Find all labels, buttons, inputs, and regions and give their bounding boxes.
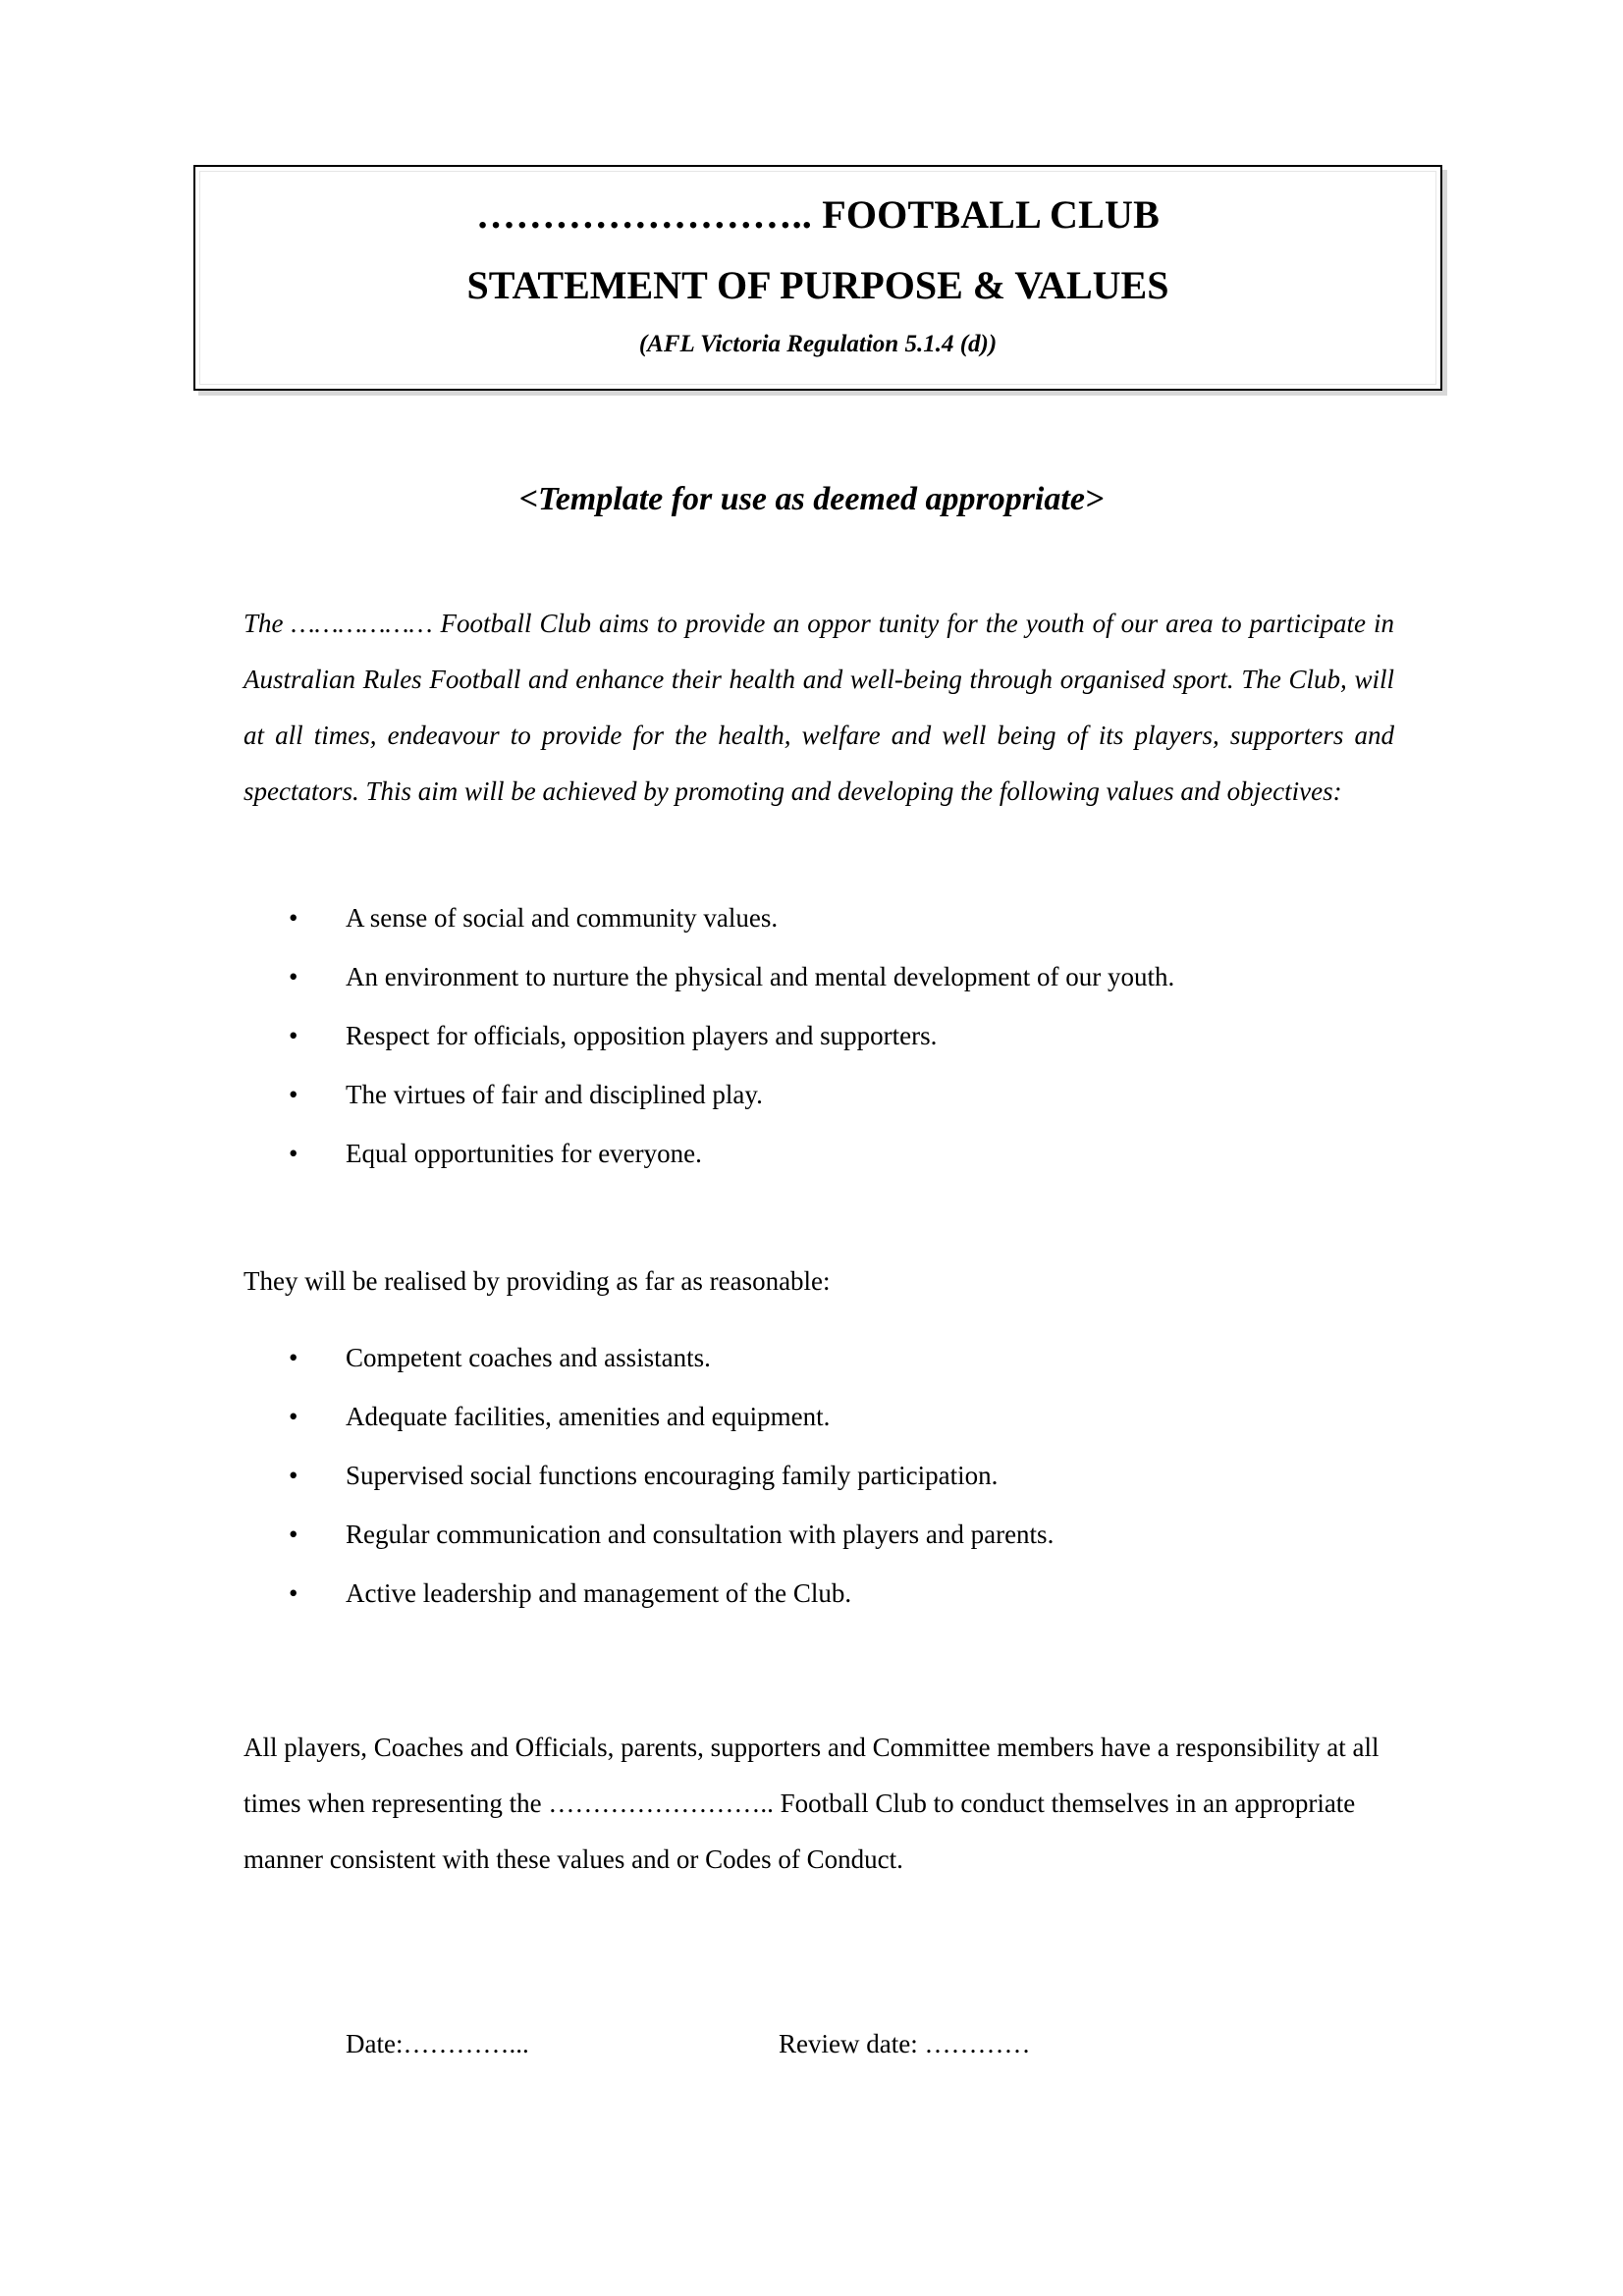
header-box-frame [193, 165, 1442, 391]
intro-paragraph-text: The ……………… Football Club aims to provide an oppor tunity for the youth of our area to participate in Australian Rules Football and enhance their health and well-being through organised sport. The Club, will at all times, endeavour to provide for the health, welfare and well being of its players, supporters and spectators. This aim will be achieved by promoting and developing the following values and objectives: [243, 609, 1394, 806]
template-note: <Template for use as deemed appropriate> [518, 481, 1105, 517]
intro-paragraph-block [243, 596, 1394, 820]
list-item [243, 1574, 1394, 1613]
list-item-label: An environment to nurture the physical and mental development of our youth. [346, 962, 1175, 991]
means-list [243, 1338, 1394, 1613]
list-item-label: A sense of social and community values. [346, 903, 779, 933]
list-item-label: Adequate facilities, amenities and equipment. [346, 1402, 831, 1431]
list-item [243, 898, 1394, 937]
bullet-icon: • [289, 1402, 298, 1431]
club-name-title: …………………….. FOOTBALL CLUB [476, 192, 1160, 237]
bullet-icon: • [289, 1578, 298, 1608]
bullet-icon: • [289, 1080, 298, 1109]
date-field-label: Date:…………... [346, 2029, 529, 2058]
regulation-reference: (AFL Victoria Regulation 5.1.4 (d)) [638, 331, 998, 357]
list-item [243, 1456, 1394, 1495]
list-item [243, 1075, 1394, 1114]
list-item [243, 1515, 1394, 1554]
bullet-icon: • [289, 903, 298, 933]
list-item-label: Equal opportunities for everyone. [346, 1139, 702, 1168]
list-item-label: Supervised social functions encouraging family participation. [346, 1461, 999, 1490]
list-item [243, 957, 1394, 996]
bullet-icon: • [289, 1343, 298, 1372]
list-item-label: Active leadership and management of the Club. [346, 1578, 852, 1608]
realised-lead-in-text: They will be realised by providing as far as reasonable: [243, 1266, 831, 1296]
header-title-box [193, 165, 1442, 391]
realised-lead-block [243, 1254, 1394, 1309]
bullet-icon: • [289, 962, 298, 991]
list-item-label: Respect for officials, opposition players and supporters. [346, 1021, 938, 1050]
bullet-icon: • [289, 1461, 298, 1490]
bullet-icon: • [289, 1139, 298, 1168]
list-item-label: Competent coaches and assistants. [346, 1343, 711, 1372]
bullet-icon: • [289, 1520, 298, 1549]
list-item [243, 1134, 1394, 1173]
review-date-field-label: Review date: ………… [779, 2029, 1031, 2058]
list-item-label: Regular communication and consultation with players and parents. [346, 1520, 1055, 1549]
values-list [243, 898, 1394, 1173]
values-list-block [243, 898, 1394, 1173]
page-title: STATEMENT OF PURPOSE & VALUES [466, 263, 1169, 307]
responsibility-paragraph-text: All players, Coaches and Officials, parents, supporters and Committee members have a responsibility at all times when representing the …………………….. Football Club to conduct themselves in an appropriate manner consistent with these values and or Codes of Conduct. [243, 1733, 1380, 1874]
list-item-label: The virtues of fair and disciplined play. [346, 1080, 763, 1109]
bullet-icon: • [289, 1021, 298, 1050]
list-item [243, 1338, 1394, 1377]
means-list-block [243, 1338, 1394, 1613]
responsibility-paragraph-block [243, 1720, 1394, 1888]
list-item [243, 1016, 1394, 1055]
list-item [243, 1397, 1394, 1436]
